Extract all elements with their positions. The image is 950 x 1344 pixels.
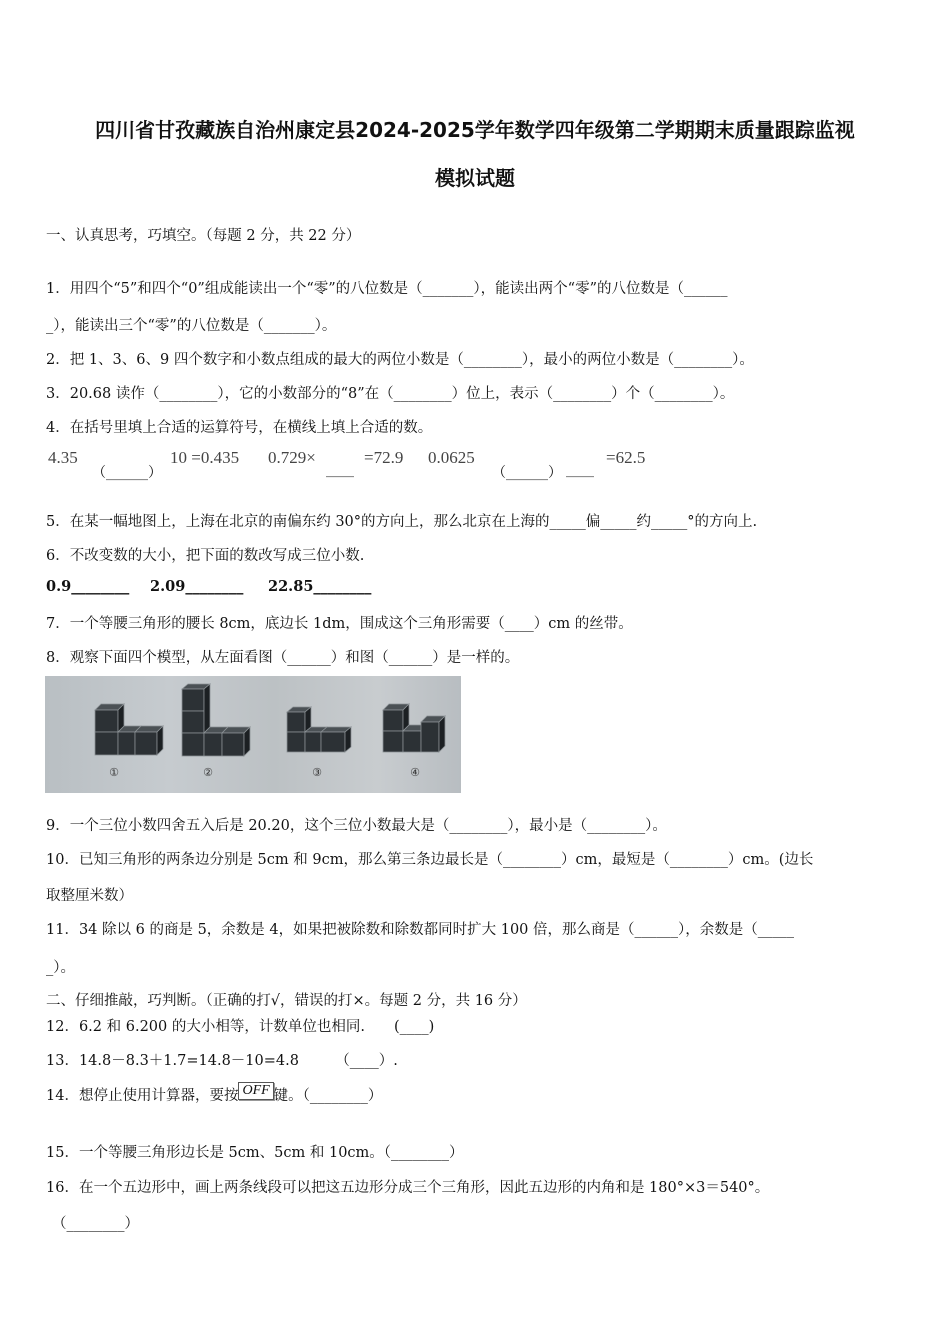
question-13: 13．14.8－8.3＋1.7=14.8－10=4.8 （____）. <box>46 1053 398 1069</box>
question-16-line1: 16．在一个五边形中，画上两条线段可以把这五边形分成三个三角形，因此五边形的内角和是 180°×3＝540°。 <box>46 1180 770 1196</box>
question-1-line1: 1．用四个“5”和四个“0”组成能读出一个“零”的八位数是（_______），能读出两个“零”的八位数是（______ <box>46 281 728 297</box>
question-14-before: 14．想停止使用计算器，要按 <box>46 1088 239 1104</box>
question-11-line1: 11．34 除以 6 的商是 5，余数是 4，如果把被除数和除数都同时扩大 100 倍，那么商是（______），余数是（_____ <box>46 922 795 938</box>
model-4 <box>383 704 445 752</box>
q6-item-3: 22.85________ <box>268 578 372 595</box>
question-10-line1: 10．已知三角形的两条边分别是 5cm 和 9cm，那么第三条边最长是（________）cm，最短是（________）cm。(边长 <box>46 852 814 868</box>
question-3: 3．20.68 读作（________），它的小数部分的“8”在（________）位上，表示（________）个（________）。 <box>46 386 735 402</box>
question-6: 6．不改变数的大小，把下面的数改写成三位小数. <box>46 548 365 564</box>
model-3-label: ③ <box>312 766 322 779</box>
model-2 <box>182 684 250 756</box>
question-16-line2: （________） <box>52 1216 139 1232</box>
model-1 <box>95 704 163 755</box>
cube-models-illustration <box>45 676 461 793</box>
q6-item-1: 0.9________ <box>46 578 130 595</box>
expr-00625: 0.0625 <box>428 448 475 467</box>
question-14 <box>46 1082 382 1105</box>
section1-heading: 一、认真思考，巧填空。（每题 2 分，共 22 分） <box>46 228 361 244</box>
section2-heading: 二、仔细推敲，巧判断。（正确的打√，错误的打×。每题 2 分，共 16 分） <box>46 993 527 1009</box>
operator-blank-1[interactable]: （______） <box>92 465 162 481</box>
expr-4-35: 4.35 <box>48 448 78 467</box>
number-blank-1[interactable]: ____ <box>326 462 354 478</box>
question-8: 8．观察下面四个模型，从左面看图（______）和图（______）是一样的。 <box>46 650 520 666</box>
question-5: 5．在某一幅地图上，上海在北京的南偏东约 30°的方向上，那么北京在上海的_____偏_____约_____°的方向上. <box>46 514 758 530</box>
question-12: 12．6.2 和 6.200 的大小相等，计数单位也相同. (____) <box>46 1019 435 1035</box>
question-15: 15．一个等腰三角形边长是 5cm、5cm 和 10cm。（________） <box>46 1145 464 1161</box>
page-title-line1: 四川省甘孜藏族自治州康定县2024-2025学年数学四年级第二学期期末质量跟踪监视 <box>95 118 855 142</box>
expr-10: 10 =0.435 <box>170 448 240 467</box>
expr-62-5: =62.5 <box>606 448 646 467</box>
expr-72-9: =72.9 <box>364 448 404 467</box>
question-4: 4．在括号里填上合适的运算符号，在横线上填上合适的数。 <box>46 420 433 436</box>
model-3 <box>287 707 351 752</box>
question-9: 9．一个三位小数四舍五入后是 20.20，这个三位小数最大是（________），最小是（________）。 <box>46 818 667 834</box>
question-1-line2: _），能读出三个“零”的八位数是（_______）。 <box>46 318 337 334</box>
expr-0729: 0.729× <box>268 448 316 467</box>
model-2-label: ② <box>203 766 213 779</box>
number-blank-2[interactable]: ____ <box>566 462 594 478</box>
off-key-icon: OFF <box>238 1082 273 1100</box>
question-11-line2: _）。 <box>46 960 75 976</box>
model-4-label: ④ <box>410 766 420 779</box>
q6-item-2: 2.09________ <box>150 578 244 595</box>
question-4-expressions <box>46 448 906 484</box>
question-14-after: 键。（________） <box>273 1088 383 1104</box>
cube-models-figure <box>45 676 461 793</box>
question-10-line2: 取整厘米数） <box>46 888 133 904</box>
question-7: 7．一个等腰三角形的腰长 8cm，底边长 1dm，围成这个三角形需要（____）cm 的丝带。 <box>46 616 633 632</box>
page-title-line2: 模拟试题 <box>435 166 515 190</box>
question-2: 2．把 1、3、6、9 四个数字和小数点组成的最大的两位小数是（________），最小的两位小数是（________）。 <box>46 352 754 368</box>
operator-blank-2[interactable]: （______） <box>492 465 562 481</box>
model-1-label: ① <box>109 766 119 779</box>
